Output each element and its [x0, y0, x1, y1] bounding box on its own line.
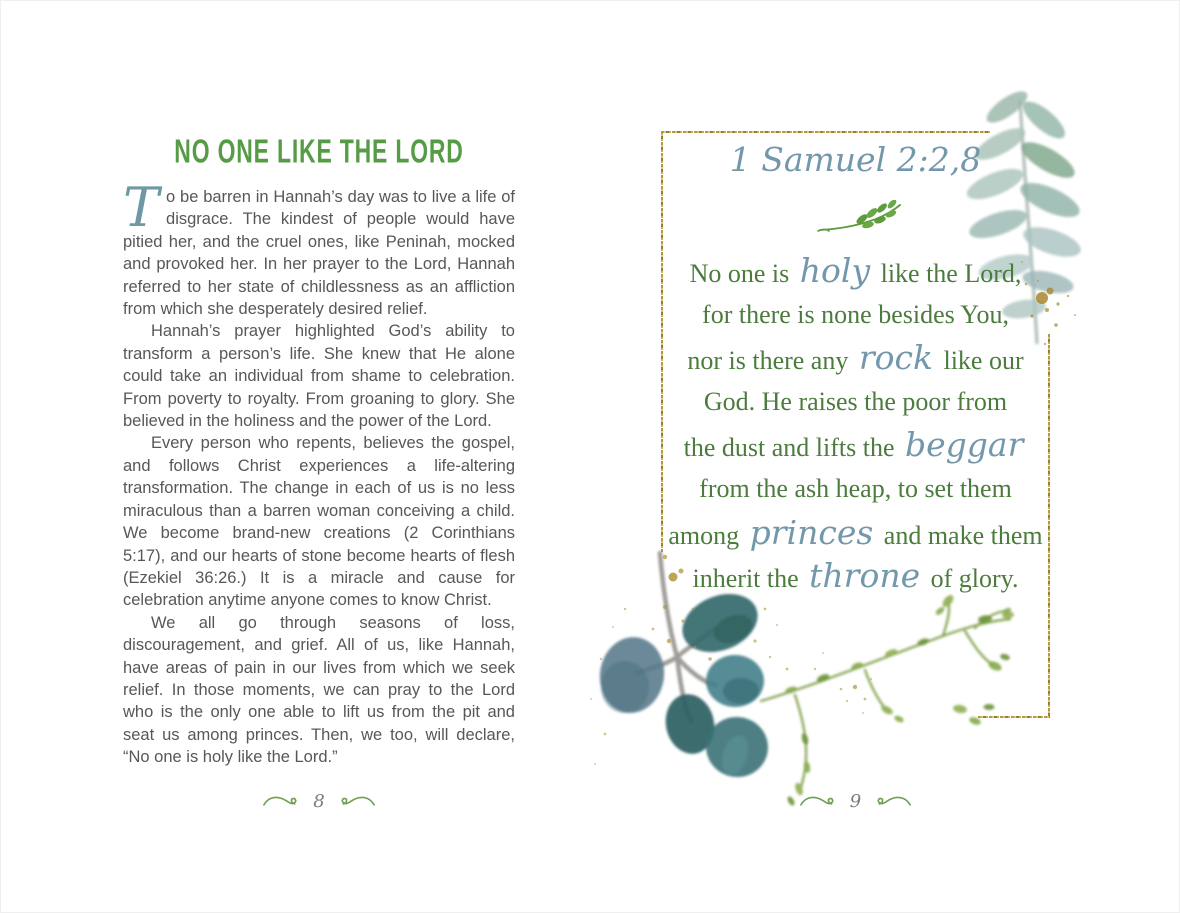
page-number-right: 9: [849, 791, 862, 812]
verse-line-6: [661, 467, 1050, 511]
verse-script-word: holy: [799, 251, 871, 290]
chapter-body: [123, 176, 515, 769]
verse-segment: for there is none besides You,: [702, 299, 1009, 329]
verse-segment: from the ash heap, to set them: [699, 473, 1012, 503]
paragraph-4: We all go through seasons of loss, discouragement, and grief. All of us, like Hannah, have areas of pain in our lives from which we seek relief. In those moments, we can pray to the Lord who is the only one able to lift us from the pit and seat us among princes. Then, we too, will declare, “No one is holy like the Lord.”: [123, 613, 515, 767]
verse-segment: nor is there any: [687, 346, 855, 376]
left-page-footer: [123, 791, 515, 812]
verse-line-5: [661, 423, 1050, 467]
verse-script-word: beggar: [905, 425, 1024, 465]
verse-reference: 1 Samuel 2:2,8: [729, 140, 982, 179]
verse-script-word: throne: [809, 556, 921, 596]
verse-line-2: [661, 293, 1050, 337]
paragraph-1-text: o be barren in Hannah’s day was to live a life of disgrace. The kindest of people would have pitied her, and the cruel ones, like Peninah, mocked and provoked her. In her prayer to the Lord, Hannah referred to her state of childlessness as an affliction from which she desperately desired relief.: [123, 188, 515, 319]
verse-segment: like the Lord,: [874, 259, 1022, 288]
dropcap: T: [123, 176, 160, 239]
verse-line-3: [661, 336, 1050, 380]
verse-segment: inherit the: [692, 564, 806, 594]
left-page: [123, 133, 515, 769]
verse-segment: the dust and lifts the: [683, 433, 901, 463]
chapter-title: NO ONE LIKE THE LORD: [174, 133, 464, 170]
paragraph-2: Hannah’s prayer highlighted God’s ability to transform a person’s life. She knew that He alone could take an individual from shame to celebration. From poverty to royalty. From groaning to glory. She believed in the holiness and the power of the Lord.: [123, 322, 515, 431]
verse-segment: God. He raises the poor from: [703, 386, 1008, 416]
verse-script-word: rock: [858, 338, 933, 378]
verse-line-4: [661, 380, 1050, 424]
verse-segment: of glory.: [924, 564, 1019, 594]
gold-frame-top: [661, 131, 991, 133]
page-number-left: 8: [313, 791, 325, 812]
verse-line-1: [661, 249, 1050, 293]
flourish-right-icon: [334, 792, 376, 812]
verse-line-8: [661, 554, 1050, 598]
verse-segment: and make them: [877, 520, 1043, 550]
verse-segment: among: [668, 520, 746, 550]
paragraph-1: [123, 176, 515, 320]
laurel-sprig-icon: [816, 200, 908, 240]
flourish-left-icon: [262, 792, 304, 812]
verse-line-7: [661, 511, 1050, 555]
paragraph-3: Every person who repents, believes the gospel, and follows Christ experiences a life-altering transformation. The change in each of us is no less miraculous than a barren woman conceiving a child. We become brand-new creations (2 Corinthians 5:17), and our hearts of stone become hearts of flesh (Ezekiel 36:26.) It is a miracle and cause for celebration anytime anyone comes to know Christ.: [123, 434, 515, 610]
verse-segment: No one is: [689, 259, 796, 288]
verse-script-word: princes: [749, 512, 874, 552]
verse-segment: like our: [936, 346, 1024, 376]
verse-text: [661, 249, 1050, 598]
